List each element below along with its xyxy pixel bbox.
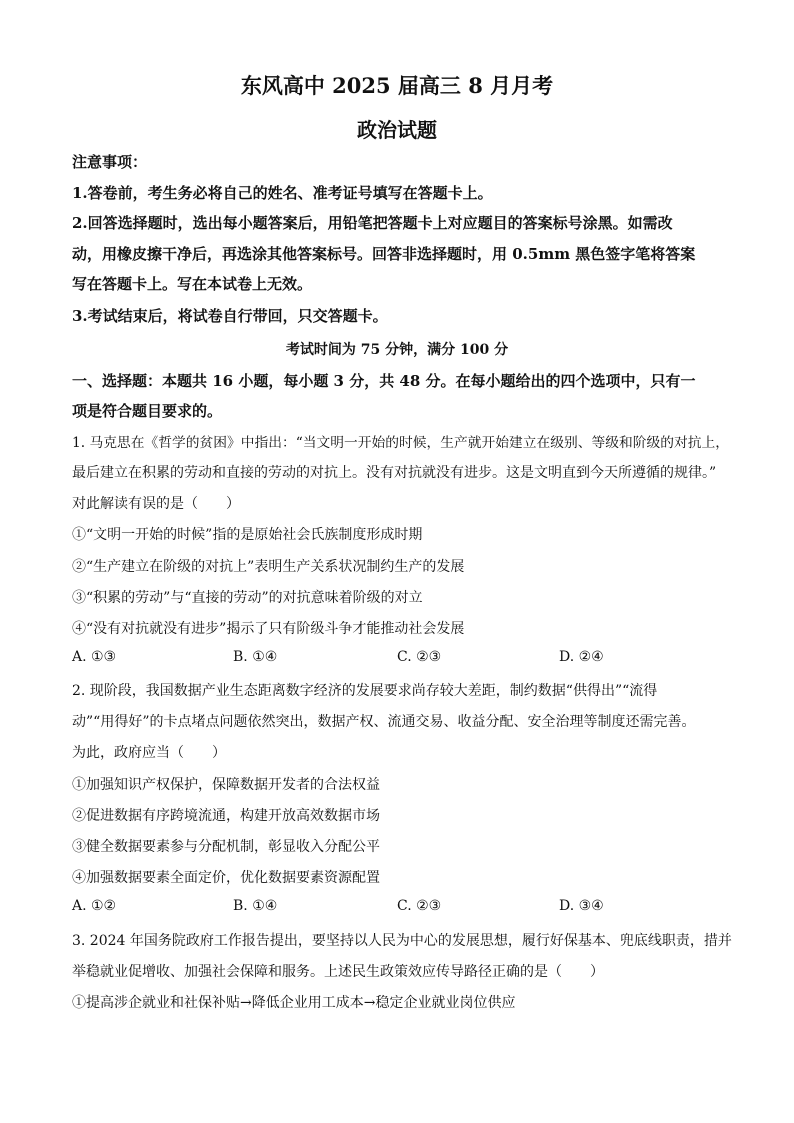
section-1-line-1: 一、选择题：本题共 16 小题，每小题 3 分，共 48 分。在每小题给出的四个选项中，只有一 <box>72 372 696 390</box>
q1-option-b[interactable]: B. ①④ <box>233 649 278 665</box>
q2-statement-1: ①加强知识产权保护，保障数据开发者的合法权益 <box>72 777 380 793</box>
q1-statement-2: ②“生产建立在阶级的对抗上”表明生产关系状况制约生产的发展 <box>72 559 465 575</box>
notice-item-2-line-1: 2.回答选择题时，选出每小题答案后，用铅笔把答题卡上对应题目的答案标号涂黑。如需改 <box>72 214 673 232</box>
q3-stem-line-1: 3. 2024 年国务院政府工作报告提出，要坚持以人民为中心的发展思想，履行好保基本、兜底线职责，措并 <box>72 933 732 949</box>
q2-option-d[interactable]: D. ③④ <box>559 898 604 914</box>
q2-option-b[interactable]: B. ①④ <box>233 898 278 914</box>
q1-statement-1: ①“文明一开始的时候”指的是原始社会氏族制度形成时期 <box>72 527 423 543</box>
section-1-line-2: 项是符合题目要求的。 <box>72 402 223 420</box>
exam-title: 东风高中 2025 届高三 8 月月考 <box>240 73 554 98</box>
q2-statement-3: ③健全数据要素参与分配机制，彰显收入分配公平 <box>72 839 380 855</box>
q2-option-c[interactable]: C. ②③ <box>397 898 442 914</box>
q2-options <box>72 898 732 918</box>
subject-title: 政治试题 <box>357 118 437 142</box>
q1-statement-3: ③“积累的劳动”与“直接的劳动”的对抗意味着阶级的对立 <box>72 590 423 606</box>
q1-option-a[interactable]: A. ①③ <box>72 649 117 665</box>
q2-option-a[interactable]: A. ①② <box>72 898 117 914</box>
q1-option-d[interactable]: D. ②④ <box>559 649 604 665</box>
notice-item-2-line-2: 动，用橡皮擦干净后，再选涂其他答案标号。回答非选择题时，用 0.5mm 黑色签字笔将答案 <box>72 245 696 263</box>
q1-options <box>72 649 732 669</box>
notice-item-3: 3.考试结束后，将试卷自行带回，只交答题卡。 <box>72 307 388 325</box>
q2-statement-2: ②促进数据有序跨境流通，构建开放高效数据市场 <box>72 808 380 824</box>
exam-info: 考试时间为 75 分钟，满分 100 分 <box>285 342 509 358</box>
q3-statement-1: ①提高涉企就业和社保补贴→降低企业用工成本→稳定企业就业岗位供应 <box>72 995 516 1011</box>
q1-stem-line-2: 最后建立在积累的劳动和直接的劳动的对抗上。没有对抗就没有进步。这是文明直到今天所遵循的规律。” <box>72 465 717 481</box>
notice-item-2-line-3: 写在答题卡上。写在本试卷上无效。 <box>72 275 313 293</box>
q2-stem-line-1: 2. 现阶段，我国数据产业生态距离数字经济的发展要求尚存较大差距，制约数据“供得出”“流得 <box>72 683 658 699</box>
q3-stem-line-2: 举稳就业促增收、加强社会保障和服务。上述民生政策效应传导路径正确的是（ ） <box>72 964 604 980</box>
q2-stem-line-3: 为此，政府应当（ ） <box>72 745 226 761</box>
q1-option-c[interactable]: C. ②③ <box>397 649 442 665</box>
q1-stem-line-3: 对此解读有误的是（ ） <box>72 496 240 512</box>
q1-statement-4: ④“没有对抗就没有进步”揭示了只有阶级斗争才能推动社会发展 <box>72 621 465 637</box>
q2-stem-line-2: 动”“用得好”的卡点堵点问题依然突出，数据产权、流通交易、收益分配、安全治理等制度还需完善。 <box>72 714 696 730</box>
notice-heading: 注意事项： <box>72 153 148 171</box>
q1-stem-line-1: 1. 马克思在《哲学的贫困》中指出：“当文明一开始的时候，生产就开始建立在级别、等级和阶级的对抗上， <box>72 435 730 451</box>
notice-item-1: 1.答卷前，考生务必将自己的姓名、准考证号填写在答题卡上。 <box>72 184 493 202</box>
q2-statement-4: ④加强数据要素全面定价，优化数据要素资源配置 <box>72 870 380 886</box>
